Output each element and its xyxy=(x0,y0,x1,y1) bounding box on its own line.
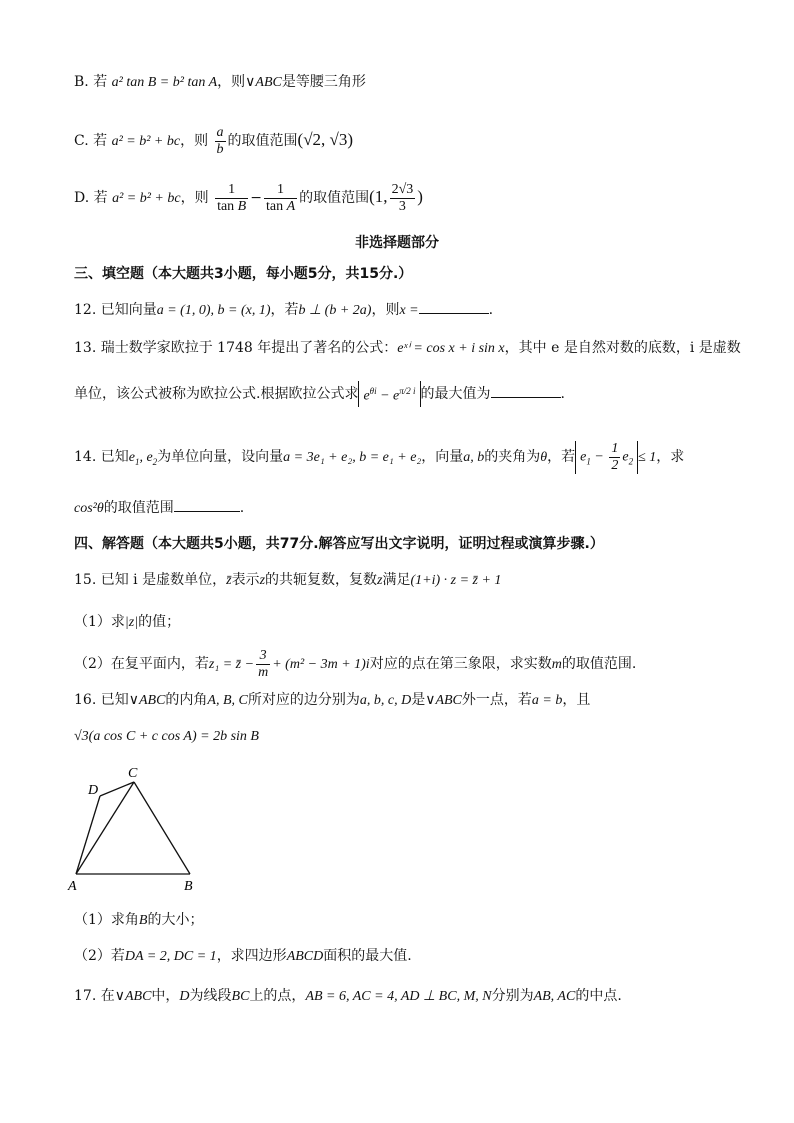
question-14-line-1 xyxy=(74,440,684,474)
question-number: 14. xyxy=(74,449,97,465)
range: (√2, √3) xyxy=(297,130,354,149)
text: 满足 xyxy=(382,572,411,588)
inequality: ≤ 1 xyxy=(638,450,657,465)
text: 已知∨ xyxy=(100,692,139,708)
question-13-line-2 xyxy=(74,378,565,410)
abs-expression: $e_1$ − $\frac{1}{2}$ $e_2$ xyxy=(575,441,638,474)
abs-expression: $e^{\theta i} - e^{\pi/2 i}$ xyxy=(358,381,420,407)
question-number: 12. xyxy=(74,302,97,318)
text: 对应的点在第三象限，求实数 xyxy=(369,656,552,672)
fraction-a-over-b: $\frac{a}{b}$ xyxy=(216,124,224,157)
text: . xyxy=(239,500,245,516)
vectors-ab: a, b xyxy=(463,450,485,465)
text: 的共轭复数，复数 xyxy=(265,572,378,588)
formula: z xyxy=(259,573,266,588)
formula: AB, AC xyxy=(533,989,576,1004)
text: 的大小； xyxy=(147,912,204,928)
text: 分别为 xyxy=(491,988,534,1004)
question-16-equation xyxy=(74,726,259,747)
question-16-part-1 xyxy=(74,910,203,931)
option-label: D. xyxy=(74,190,90,206)
question-15-part-1 xyxy=(74,612,180,633)
question-15 xyxy=(74,570,501,591)
answer-blank[interactable] xyxy=(419,301,489,314)
option-c xyxy=(74,120,353,160)
answer-blank[interactable] xyxy=(174,499,240,512)
unit-vectors: $e_1$, $e_2$ xyxy=(128,450,158,467)
text: 是等腰三角形 xyxy=(281,74,366,90)
formula: a² tan B = b² tan A xyxy=(111,75,218,90)
text: 的夹角为 xyxy=(484,449,541,465)
text: 若 xyxy=(93,133,108,149)
vertex-label-c: C xyxy=(128,766,138,781)
text: 的值； xyxy=(138,614,181,630)
formula: b ⊥ (b + 2a) xyxy=(298,303,372,318)
formula: B xyxy=(138,913,148,928)
section-4-heading: 四、解答题（本大题共5小题，共77分.解答应写出文字说明，证明过程或演算步骤.） xyxy=(74,536,604,552)
text: . xyxy=(488,302,494,318)
option-label: B. xyxy=(74,74,89,90)
text: ，则 xyxy=(371,302,400,318)
option-d: D. 若 a² = b² + bc，则 $\frac{1}{\text{tan B}}$ − $\frac{1}{\text{tan A}}$ 的取值范围(1, $\frac{2√3}{3}$ ) xyxy=(74,181,423,214)
text: 为线段 xyxy=(189,988,232,1004)
range-open: (1, xyxy=(369,187,388,206)
text: 的取值范围 xyxy=(103,500,174,516)
text: （1）求 xyxy=(74,614,125,630)
question-16-part-2 xyxy=(74,946,412,967)
formula: D xyxy=(179,989,190,1004)
side-ad xyxy=(76,796,100,874)
text: ，则∨ xyxy=(217,74,256,90)
formula: m xyxy=(551,657,562,672)
text: . xyxy=(560,386,565,402)
quadrilateral-figure xyxy=(64,762,204,892)
text: ，若 xyxy=(270,302,299,318)
text: （1）求角 xyxy=(74,912,139,928)
vertex-label-a: A xyxy=(68,879,77,892)
text: 所对应的边分别为 xyxy=(247,692,360,708)
option-label: C. xyxy=(74,133,89,149)
text: 的取值范围 xyxy=(227,133,298,149)
question-13-line-1 xyxy=(74,338,741,359)
question-number: 15. xyxy=(74,572,97,588)
fraction-2root3-over-3: $\frac{2√3}{3}$ xyxy=(391,181,414,214)
formula: a = b xyxy=(531,693,563,708)
formula: ABC xyxy=(138,693,166,708)
text: （2）在复平面内，若 xyxy=(74,656,209,672)
answer-blank[interactable] xyxy=(491,385,561,398)
formula: ABC xyxy=(124,989,152,1004)
text: 的内角 xyxy=(165,692,208,708)
text: （2）若 xyxy=(74,948,125,964)
text: ，求 xyxy=(656,449,685,465)
formula: x = xyxy=(399,303,419,318)
range-close: ) xyxy=(417,187,423,206)
formula: + (m² − 3m + 1)i xyxy=(272,657,370,672)
question-number: 16. xyxy=(74,692,97,708)
formula: z xyxy=(377,573,383,588)
question-number: 17. xyxy=(74,988,97,1004)
text: 面积的最大值. xyxy=(323,948,412,964)
formula: z₁ = z̄ − xyxy=(208,657,255,672)
formula: BC xyxy=(231,989,250,1004)
question-15-part-2 xyxy=(74,644,636,684)
text: 已知 i 是虚数单位， xyxy=(100,572,227,588)
formula: (1+i) · z = z̄ + 1 xyxy=(410,573,502,588)
formula: DA = 2, DC = 1 xyxy=(124,949,217,964)
part-title: 非选择题部分 xyxy=(355,235,439,251)
text: 的最大值为 xyxy=(420,386,491,402)
formula: ABCD xyxy=(286,949,324,964)
fraction-1-over-tanB: $\frac{1}{\text{tan B}}$ xyxy=(217,181,247,214)
text: 上的点， xyxy=(249,988,306,1004)
formula: z̄ xyxy=(226,573,232,588)
text: ，且 xyxy=(562,692,591,708)
formula: cos²θ xyxy=(74,501,104,516)
text: 单位，该公式被称为欧拉公式.根据欧拉公式求 xyxy=(74,386,359,402)
side-cb xyxy=(134,782,190,874)
vertex-label-b: B xyxy=(184,879,193,892)
question-12 xyxy=(74,300,493,321)
formula: ABC xyxy=(435,693,462,708)
text: 已知 xyxy=(100,449,129,465)
text: 的取值范围 xyxy=(299,190,370,206)
text: ，求四边形 xyxy=(216,948,287,964)
fraction-3-over-m: $\frac{3}{m}$ xyxy=(258,647,269,680)
triangle-name: ABC xyxy=(255,75,282,90)
formula: eˣⁱ = cos x + i sin x xyxy=(397,341,505,356)
text: ，向量 xyxy=(421,449,464,465)
formula: a = 3e₁ + e₂, b = e₁ + e₂ xyxy=(283,450,422,465)
formula: |z| xyxy=(124,615,139,630)
text: 在∨ xyxy=(100,988,125,1004)
text: 已知向量 xyxy=(100,302,157,318)
text: ，则 xyxy=(180,133,209,149)
theta: θ xyxy=(540,450,548,465)
fraction-1-over-tanA: $\frac{1}{\text{tan A}}$ xyxy=(265,181,296,214)
question-16 xyxy=(74,690,590,711)
vertex-label-d: D xyxy=(88,783,99,798)
formula: AB = 6, AC = 4, AD ⊥ BC, M, N xyxy=(305,989,492,1004)
option-b xyxy=(74,72,366,93)
text: 为单位向量，设向量 xyxy=(157,449,284,465)
text: 若 xyxy=(93,190,108,206)
text: 瑞士数学家欧拉于 1748 年提出了著名的公式： xyxy=(100,340,398,356)
text: 的取值范围. xyxy=(561,656,637,672)
text: ，若 xyxy=(547,449,576,465)
text: 中， xyxy=(151,988,180,1004)
section-3-heading: 三、填空题（本大题共3小题，每小题5分，共15分.） xyxy=(74,266,413,282)
text: 外一点，若 xyxy=(461,692,532,708)
text: ，其中 e 是自然对数的底数，i 是虚数 xyxy=(504,340,741,356)
text: 若 xyxy=(93,74,108,90)
text: 的中点. xyxy=(575,988,622,1004)
text: ，则 xyxy=(180,190,209,206)
formula: a² = b² + bc xyxy=(111,134,181,149)
formula: A, B, C xyxy=(207,693,248,708)
question-14-line-2 xyxy=(74,498,244,519)
side-ac xyxy=(76,782,134,874)
formula: a, b, c, D xyxy=(359,693,412,708)
formula: a = (1, 0), b = (x, 1) xyxy=(156,303,271,318)
text: 表示 xyxy=(231,572,260,588)
question-number: 13. xyxy=(74,340,97,356)
formula: √3(a cos C + c cos A) = 2b sin B xyxy=(74,729,259,744)
formula: a² = b² + bc xyxy=(112,191,181,206)
text: 是∨ xyxy=(411,692,436,708)
question-17 xyxy=(74,986,622,1007)
